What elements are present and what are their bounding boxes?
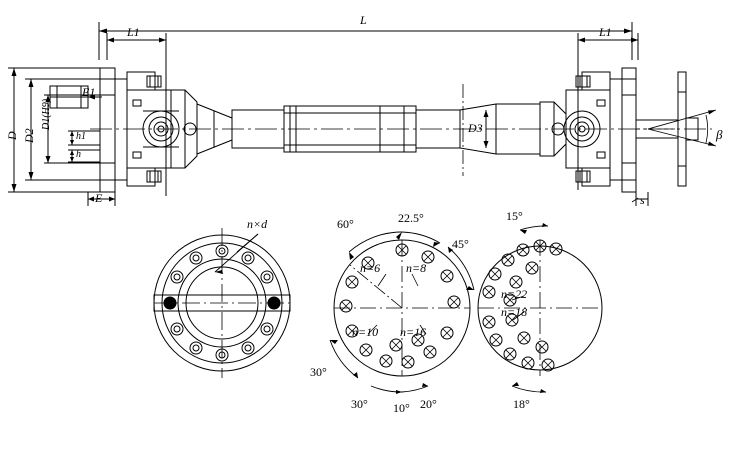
dimension-label-h: h [76, 149, 81, 160]
dimension-label-D3: D3 [468, 121, 483, 135]
dimension-label-D1: D1(H9) [41, 98, 52, 130]
angle-label-60: 60° [337, 217, 354, 231]
count-label-n22: n=22 [501, 287, 528, 301]
dimension-label-h1: h1 [76, 131, 86, 142]
dimension-label-beta: β [716, 127, 723, 142]
dimension-label-s: s [640, 193, 645, 207]
angle-label-18: 18° [513, 397, 530, 411]
count-label-n18: n=18 [501, 305, 528, 319]
angle-label-10: 10° [393, 401, 410, 415]
dimension-label-D2: D2 [22, 128, 36, 143]
angle-label-30a: 30° [310, 365, 327, 379]
dimension-label-L1-right: L1 [599, 25, 612, 39]
dimension-label-E1: E1 [82, 85, 96, 99]
angle-label-30b: 30° [351, 397, 368, 411]
count-label-n6: n=6 [360, 261, 381, 275]
dimension-label-L: L [360, 13, 367, 27]
dimension-label-D: D [5, 131, 19, 140]
count-label-n10: n=10 [352, 325, 379, 339]
count-label-n16: n=16 [400, 325, 427, 339]
dimension-label-L1-left: L1 [127, 25, 140, 39]
angle-label-45: 45° [452, 237, 469, 251]
count-label-n8: n=8 [406, 261, 427, 275]
angle-label-22-5: 22.5° [398, 211, 424, 225]
angle-label-20: 20° [420, 397, 437, 411]
dimension-label-E: E [95, 191, 103, 205]
angle-label-15: 15° [506, 209, 523, 223]
hole-count-label: n×d [247, 217, 268, 231]
